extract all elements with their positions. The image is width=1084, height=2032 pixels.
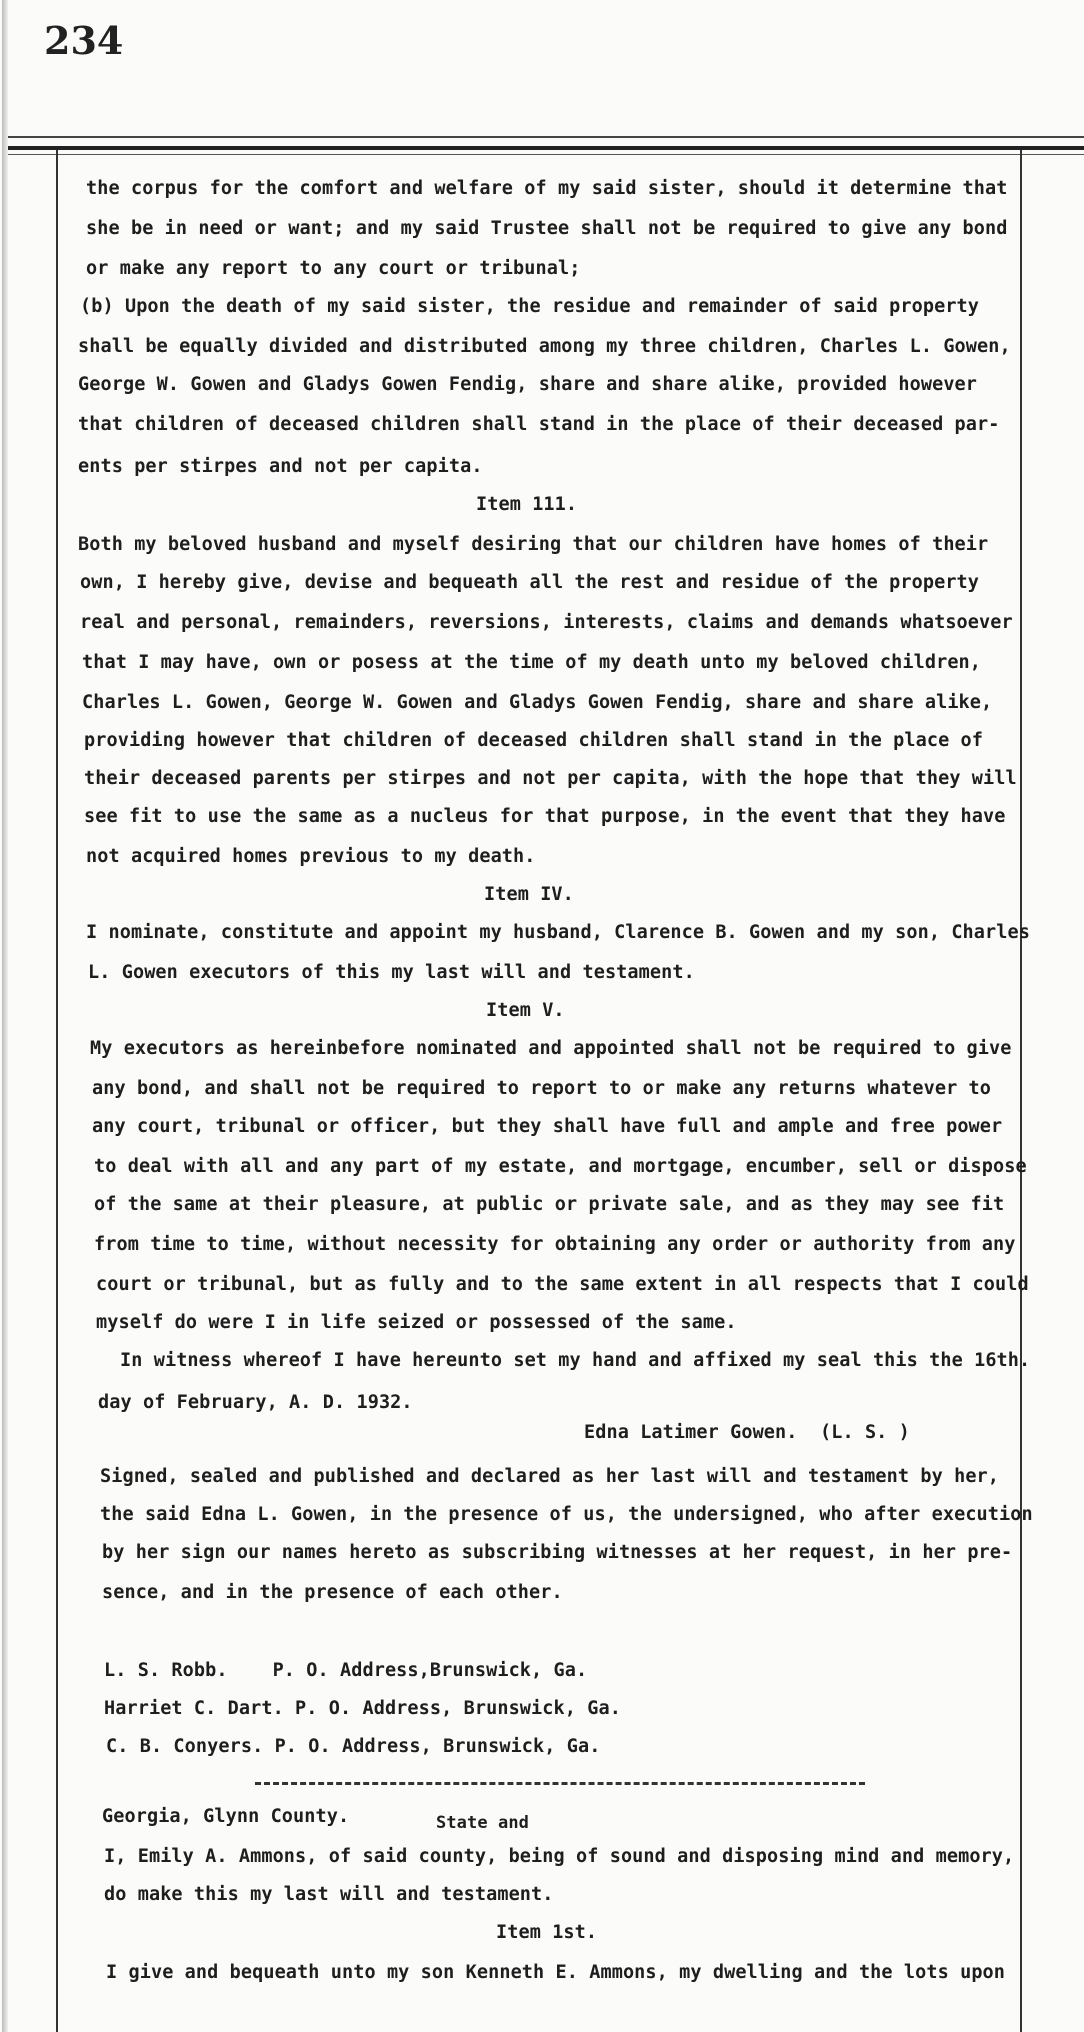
witness-line: C. B. Conyers. P. O. Address, Brunswick, Ga. — [106, 1736, 601, 1757]
text-line: Charles L. Gowen, George W. Gowen and Gladys Gowen Fendig, share and share alike, — [82, 692, 993, 713]
text-line: In witness whereof I have hereunto set my hand and affixed my seal this the 16th. — [120, 1350, 1031, 1371]
left-margin-rule — [56, 150, 58, 2032]
page-number: 234 — [44, 18, 124, 63]
text-line: from time to time, without necessity for obtaining any order or authority from any — [94, 1234, 1016, 1255]
text-line: real and personal, remainders, reversions, interests, claims and demands whatsoever — [80, 612, 1013, 633]
text-line: the said Edna L. Gowen, in the presence of us, the undersigned, who after execution — [100, 1504, 1033, 1525]
text-line: (b) Upon the death of my said sister, the residue and remainder of said property — [80, 296, 980, 317]
text-line: any court, tribunal or officer, but they shall have full and ample and free power — [92, 1116, 1003, 1137]
text-line: shall be equally divided and distributed among my three children, Charles L. Gowen, — [78, 336, 1011, 357]
inserted-annotation: State and — [436, 1813, 530, 1833]
item-heading: Item 1st. — [496, 1922, 598, 1943]
text-line: providing however that children of deceased children shall stand in the place of — [84, 730, 984, 751]
text-line: to deal with all and any part of my estate, and mortgage, encumber, sell or dispose — [94, 1156, 1027, 1177]
text-line: not acquired homes previous to my death. — [86, 846, 536, 867]
text-line: court or tribunal, but as fully and to the same extent in all respects that I could — [96, 1274, 1029, 1295]
header-rule — [8, 136, 1084, 138]
text-line: day of February, A. D. 1932. — [98, 1392, 413, 1413]
header-rule-thin — [8, 154, 1084, 155]
item-heading: Item 111. — [476, 494, 578, 515]
text-line: I, Emily A. Ammons, of said county, being of sound and disposing mind and memory, — [104, 1846, 1015, 1867]
text-line: she be in need or want; and my said Trustee shall not be required to give any bond — [86, 218, 1008, 239]
text-line: or make any report to any court or tribunal; — [86, 258, 581, 279]
item-heading: Item IV. — [484, 884, 574, 905]
text-line: Signed, sealed and published and declared as her last will and testament by her, — [100, 1466, 1000, 1487]
text-line: sence, and in the presence of each other. — [102, 1582, 563, 1603]
text-line: do make this my last will and testament. — [104, 1884, 554, 1905]
signature-line: Edna Latimer Gowen. (L. S. ) — [584, 1422, 910, 1443]
text-line: I nominate, constitute and appoint my husband, Clarence B. Gowen and my son, Charles — [86, 922, 1030, 943]
text-line: ents per stirpes and not per capita. — [78, 456, 483, 477]
text-line: of the same at their pleasure, at public or private sale, and as they may see fit — [94, 1194, 1005, 1215]
text-line: Georgia, Glynn County. — [102, 1806, 350, 1827]
text-line: L. Gowen executors of this my last will and testament. — [88, 962, 695, 983]
item-heading: Item V. — [486, 1000, 565, 1021]
text-line: the corpus for the comfort and welfare of my said sister, should it determine that — [86, 178, 1008, 199]
text-line: their deceased parents per stirpes and not per capita, with the hope that they will — [84, 768, 1017, 789]
witness-line: Harriet C. Dart. P. O. Address, Brunswick, Ga. — [104, 1698, 621, 1719]
text-line: any bond, and shall not be required to report to or make any returns whatever to — [92, 1078, 992, 1099]
text-line: George W. Gowen and Gladys Gowen Fendig, share and share alike, provided however — [78, 374, 978, 395]
text-line: that children of deceased children shall stand in the place of their deceased par- — [78, 414, 1000, 435]
text-line: see fit to use the same as a nucleus for that purpose, in the event that they have — [84, 806, 1006, 827]
text-line: My executors as hereinbefore nominated and appointed shall not be required to give — [90, 1038, 1012, 1059]
text-line: own, I hereby give, devise and bequeath all the rest and residue of the property — [80, 572, 980, 593]
page-edge — [2, 0, 8, 2032]
text-line: I give and bequeath unto my son Kenneth E. Ammons, my dwelling and the lots upon — [106, 1962, 1006, 1983]
text-line: Both my beloved husband and myself desiring that our children have homes of their — [78, 534, 989, 555]
witness-line: L. S. Robb. P. O. Address,Brunswick, Ga. — [104, 1660, 588, 1681]
text-line: that I may have, own or posess at the time of my death unto my beloved children, — [82, 652, 982, 673]
text-line: myself do were I in life seized or possessed of the same. — [96, 1312, 737, 1333]
text-line: by her sign our names hereto as subscribing witnesses at her request, in her pre- — [102, 1542, 1013, 1563]
section-divider — [255, 1782, 865, 1785]
header-rule-thick — [8, 146, 1084, 150]
